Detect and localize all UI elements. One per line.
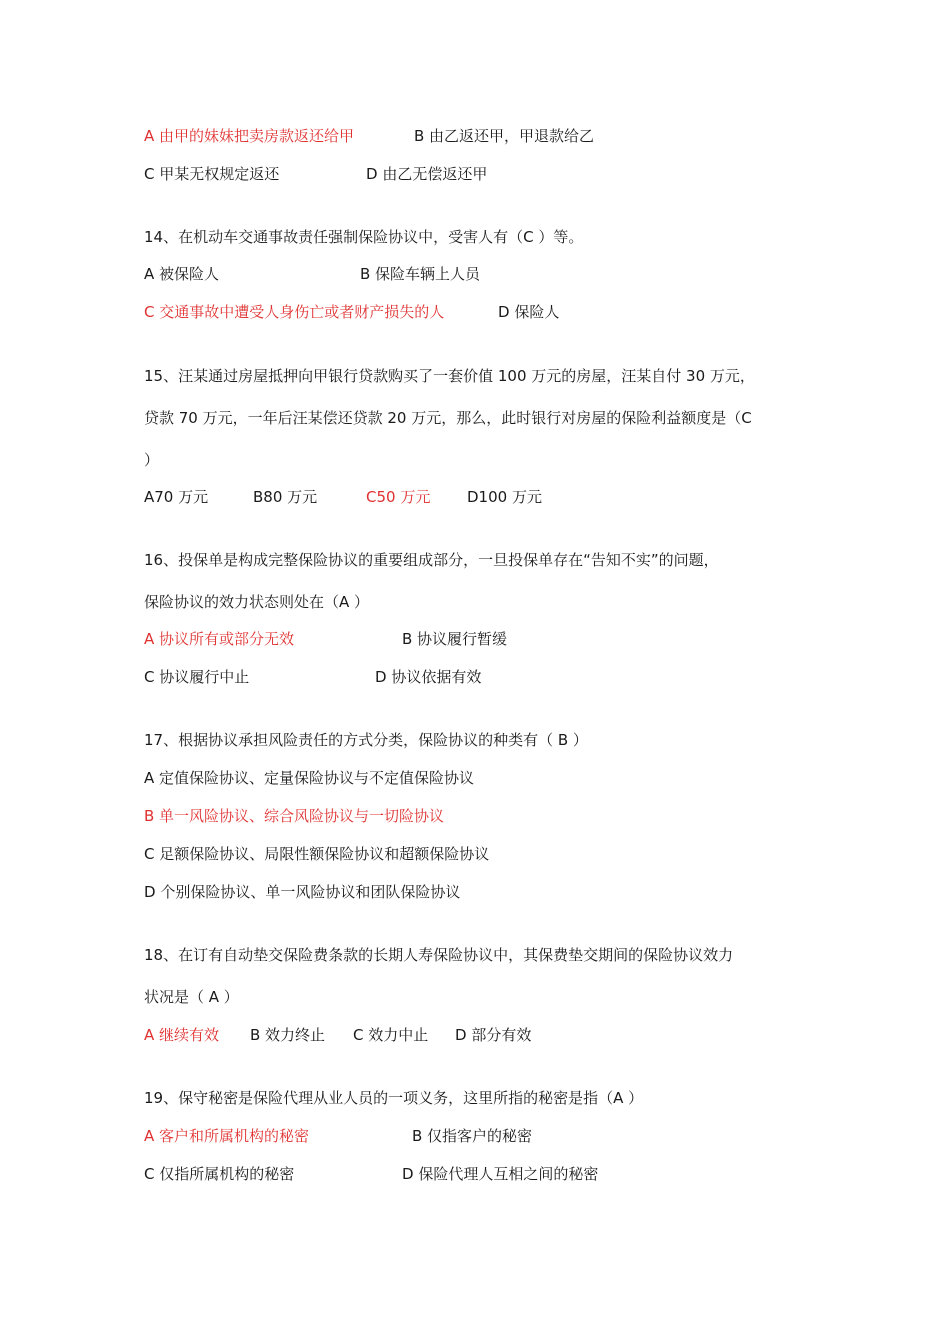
q13-option-c: C 甲某无权规定返还 — [144, 165, 280, 183]
q16-stem-line-1: 16、投保单是构成完整保险协议的重要组成部分，一旦投保单存在“告知不实”的问题， — [144, 551, 719, 569]
q14-stem: 14、在机动车交通事故责任强制保险协议中，受害人有（C ）等。 — [144, 228, 584, 246]
q19-stem: 19、保守秘密是保险代理从业人员的一项义务，这里所指的秘密是指（A ） — [144, 1089, 644, 1107]
q15-option-d: D100 万元 — [467, 488, 542, 506]
q15-option-a: A70 万元 — [144, 488, 209, 506]
q17-stem: 17、根据协议承担风险责任的方式分类，保险协议的种类有（ B ） — [144, 731, 588, 749]
q18-stem-line-1: 18、在订有自动垫交保险费条款的长期人寿保险协议中，其保费垫交期间的保险协议效力 — [144, 946, 734, 964]
q19-option-d: D 保险代理人互相之间的秘密 — [402, 1165, 599, 1183]
q15-option-c: C50 万元 — [366, 488, 431, 506]
q18-option-b: B 效力终止 — [250, 1026, 326, 1044]
q16-option-c: C 协议履行中止 — [144, 668, 250, 686]
q19-option-c: C 仅指所属机构的秘密 — [144, 1165, 295, 1183]
q15-stem-line-3: ） — [144, 451, 160, 469]
q13-option-d: D 由乙无偿返还甲 — [366, 165, 488, 183]
q15-stem-line-2: 贷款 70 万元，一年后汪某偿还贷款 20 万元，那么，此时银行对房屋的保险利益额度是（C — [144, 409, 752, 427]
q15-option-b: B80 万元 — [253, 488, 318, 506]
q19-option-b: B 仅指客户的秘密 — [412, 1127, 533, 1145]
q13-option-a: A 由甲的妹妹把卖房款返还给甲 — [144, 127, 355, 145]
q17-option-d: D 个别保险协议、单一风险协议和团队保险协议 — [144, 883, 461, 901]
q17-option-b: B 单一风险协议、综合风险协议与一切险协议 — [144, 807, 445, 825]
q17-option-a: A 定值保险协议、定量保险协议与不定值保险协议 — [144, 769, 475, 787]
q16-option-d: D 协议依据有效 — [375, 668, 482, 686]
q18-stem-line-2: 状况是（ A ） — [144, 988, 239, 1006]
q16-option-b: B 协议履行暂缓 — [402, 630, 508, 648]
q18-option-c: C 效力中止 — [353, 1026, 429, 1044]
q17-option-c: C 足额保险协议、局限性额保险协议和超额保险协议 — [144, 845, 490, 863]
q14-option-b: B 保险车辆上人员 — [360, 265, 481, 283]
q14-option-d: D 保险人 — [498, 303, 560, 321]
q18-option-a: A 继续有效 — [144, 1026, 220, 1044]
q14-option-a: A 被保险人 — [144, 265, 220, 283]
q18-option-d: D 部分有效 — [455, 1026, 532, 1044]
q19-option-a: A 客户和所属机构的秘密 — [144, 1127, 310, 1145]
q16-stem-line-2: 保险协议的效力状态则处在（A ） — [144, 593, 370, 611]
q15-stem-line-1: 15、汪某通过房屋抵押向甲银行贷款购买了一套价值 100 万元的房屋，汪某自付 30 万元， — [144, 367, 755, 385]
q16-option-a: A 协议所有或部分无效 — [144, 630, 295, 648]
q13-option-b: B 由乙返还甲，甲退款给乙 — [414, 127, 595, 145]
q14-option-c: C 交通事故中遭受人身伤亡或者财产损失的人 — [144, 303, 445, 321]
